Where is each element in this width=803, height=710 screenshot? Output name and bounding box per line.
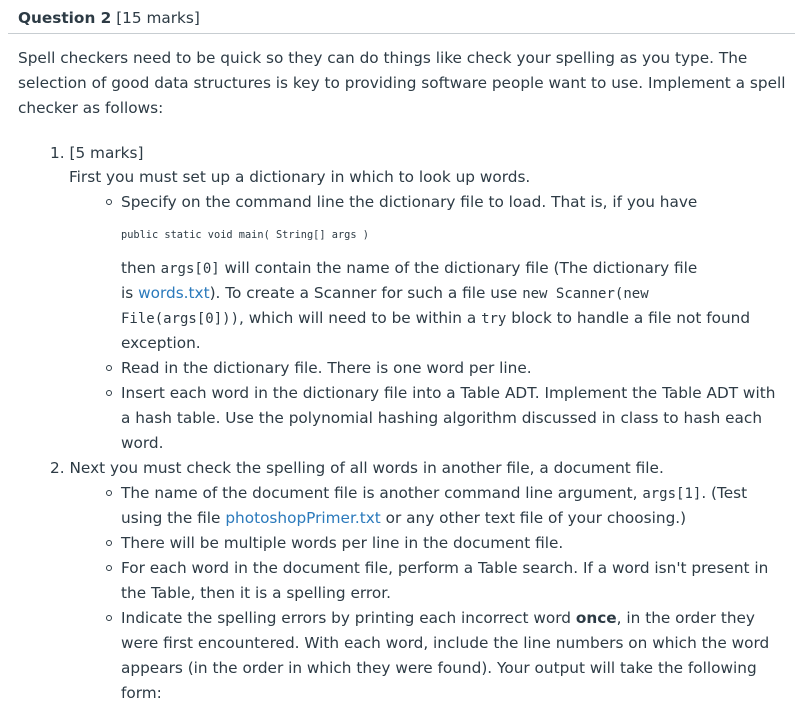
code-try: try	[481, 311, 507, 327]
part1-bullet2-text: Read in the dictionary file. There is one word per line.	[121, 359, 532, 377]
part1-bullet1-exception: exception.	[121, 334, 201, 352]
part2-bullet3-line: the Table, then it is a spelling error.	[121, 584, 391, 602]
bullet-icon	[106, 365, 112, 371]
part2-number: 2.	[50, 459, 65, 477]
part2-bullet1-line2: using the file photoshopPrimer.txt or any other text file of your choosing.)	[121, 509, 687, 527]
intro-line: checker as follows:	[18, 99, 164, 117]
code-args0: args[0]	[160, 261, 220, 277]
part1-bullet1-then: then args[0] will contain the name of the dictionary file (The dictionary file	[121, 259, 698, 277]
part2-bullet4-line1: Indicate the spelling errors by printing each incorrect word once, in the order they	[121, 609, 755, 627]
part1-number: 1.	[50, 144, 65, 162]
bullet-icon	[106, 199, 112, 205]
part2-heading	[50, 456, 664, 481]
bullet-icon	[106, 565, 112, 571]
part1-bullet1-file: File(args[0])), which will need to be within a try block to handle a file not found	[121, 309, 751, 327]
intro-line: Spell checkers need to be quick so they can do things like check your spelling as you type. The	[18, 49, 748, 67]
part1-lead: First you must set up a dictionary in which to look up words.	[69, 168, 531, 186]
question-number: Question 2	[18, 9, 112, 27]
code-block-main: public static void main( String[] args )	[121, 229, 369, 241]
part2-bullet2-text: There will be multiple words per line in the document file.	[121, 534, 564, 552]
part2-bullet4-line: form:	[121, 684, 162, 702]
question-marks: [15 marks]	[116, 9, 200, 27]
part1-bullet1-text: Specify on the command line the dictionary file to load. That is, if you have	[121, 193, 698, 211]
code-file-args: File(args[0]))	[121, 311, 240, 327]
intro-paragraph	[18, 46, 793, 121]
bullet-icon	[106, 615, 112, 621]
part2-bullet3-line: For each word in the document file, perform a Table search. If a word isn't present in	[121, 559, 769, 577]
part2-bullet4-line: appears (in the order in which they were found). Your output will take the following	[121, 659, 757, 677]
bullet-icon	[106, 390, 112, 396]
code-args1: args[1]	[642, 486, 702, 502]
part1-marks: [5 marks]	[69, 144, 144, 162]
divider	[8, 33, 795, 34]
emphasis-once: once	[575, 609, 617, 627]
part2-lead: Next you must check the spelling of all words in another file, a document file.	[69, 459, 664, 477]
part2-bullet4-line: were first encountered. With each word, include the line numbers on which the word	[121, 634, 770, 652]
code-new-scanner: new Scanner(new	[522, 286, 649, 302]
part1-bullet3-line: a hash table. Use the polynomial hashing algorithm discussed in class to hash each	[121, 409, 763, 427]
part1-bullet3-line: word.	[121, 434, 164, 452]
part1-heading	[50, 141, 143, 166]
question-title	[18, 7, 200, 29]
part2-bullet1-line1: The name of the document file is another command line argument, args[1]. (Test	[121, 484, 748, 502]
photoshop-primer-link[interactable]: photoshopPrimer.txt	[225, 509, 381, 527]
part1-bullet3-line: Insert each word in the dictionary file into a Table ADT. Implement the Table ADT with	[121, 384, 776, 402]
bullet-icon	[106, 490, 112, 496]
words-txt-link[interactable]: words.txt	[138, 284, 210, 302]
part1-bullet1-is: is words.txt). To create a Scanner for such a file use new Scanner(new	[121, 284, 649, 302]
intro-line: selection of good data structures is key to providing software people want to use. Implement a spell	[18, 74, 786, 92]
bullet-icon	[106, 540, 112, 546]
